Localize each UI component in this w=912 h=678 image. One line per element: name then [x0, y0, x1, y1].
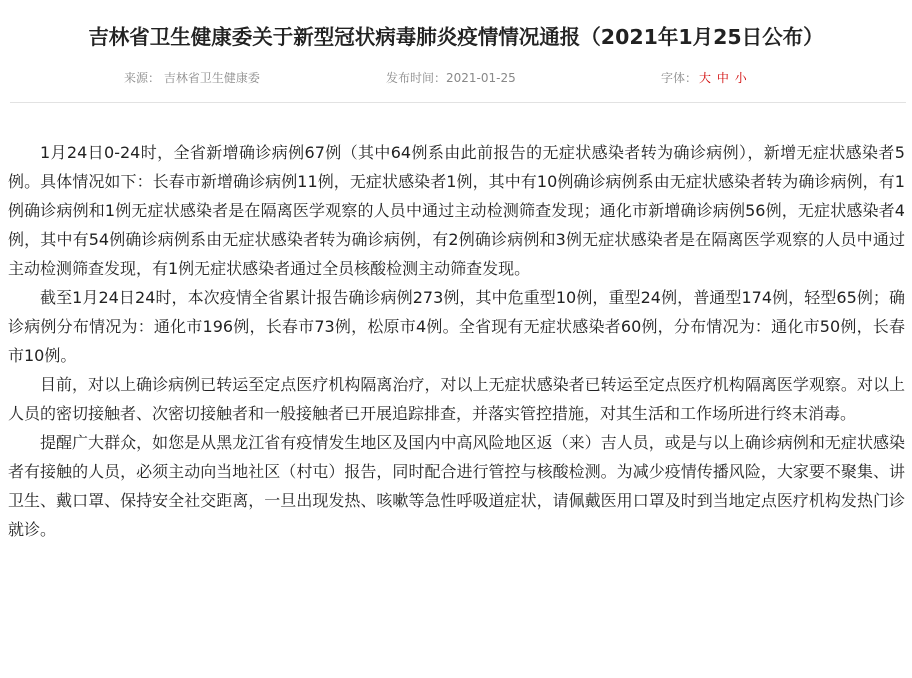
font-size-small-button[interactable]: 小	[734, 71, 747, 85]
font-size-medium-button[interactable]: 中	[716, 71, 729, 85]
font-size-switcher	[661, 69, 747, 86]
font-size-large-button[interactable]: 大	[699, 71, 712, 85]
font-size-label: 字体：	[661, 71, 698, 85]
paragraph: 目前，对以上确诊病例已转运至定点医疗机构隔离治疗，对以上无症状感染者已转运至定点医疗机构隔离医学观察。对以上人员的密切接触者、次密切接触者和一般接触者已开展追踪排查，并落实管控措施，对其生活和工作场所进行终末消毒。	[8, 375, 905, 423]
source-label: 来源：	[124, 71, 161, 85]
source-info	[124, 69, 260, 86]
article-meta	[0, 69, 912, 89]
paragraph: 提醒广大群众，如您是从黑龙江省有疫情发生地区及国内中高风险地区返（来）吉人员，或是与以上确诊病例和无症状感染者有接触的人员，必须主动向当地社区（村屯）报告，同时配合进行管控与核酸检测。为减少疫情传播风险，大家要不聚集、讲卫生、戴口罩、保持安全社交距离，一旦出现发热、咳嗽等急性呼吸道症状，请佩戴医用口罩及时到当地定点医疗机构发热门诊就诊。	[8, 433, 905, 539]
publish-date: 2021-01-25	[446, 71, 516, 85]
source-value: 吉林省卫生健康委	[163, 71, 260, 85]
paragraph: 1月24日0-24时，全省新增确诊病例67例（其中64例系由此前报告的无症状感染者转为确诊病例），新增无症状感染者5例。具体情况如下：长春市新增确诊病例11例，无症状感染者1例，其中有10例确诊病例系由无症状感染者转为确诊病例，有1例确诊病例和1例无症状感染者是在隔离医学观察的人员中通过主动检测筛查发现；通化市新增确诊病例56例，无症状感染者4例，其中有54例确诊病例系由无症状感染者转为确诊病例，有2例确诊病例和3例无症状感染者是在隔离医学观察的人员中通过主动检测筛查发现，有1例无症状感染者通过全员核酸检测主动筛查发现。	[8, 143, 905, 278]
paragraph: 截至1月24日24时，本次疫情全省累计报告确诊病例273例，其中危重型10例，重型24例，普通型174例，轻型65例；确诊病例分布情况为：通化市196例，长春市73例，松原市4例。全省现有无症状感染者60例，分布情况为：通化市50例，长春市10例。	[8, 288, 905, 365]
publish-label: 发布时间：	[386, 71, 447, 85]
page-title: 吉林省卫生健康委关于新型冠状病毒肺炎疫情情况通报（2021年1月25日公布）	[88, 24, 824, 49]
article-body	[8, 138, 905, 544]
divider	[10, 102, 906, 103]
publish-info	[386, 69, 516, 86]
